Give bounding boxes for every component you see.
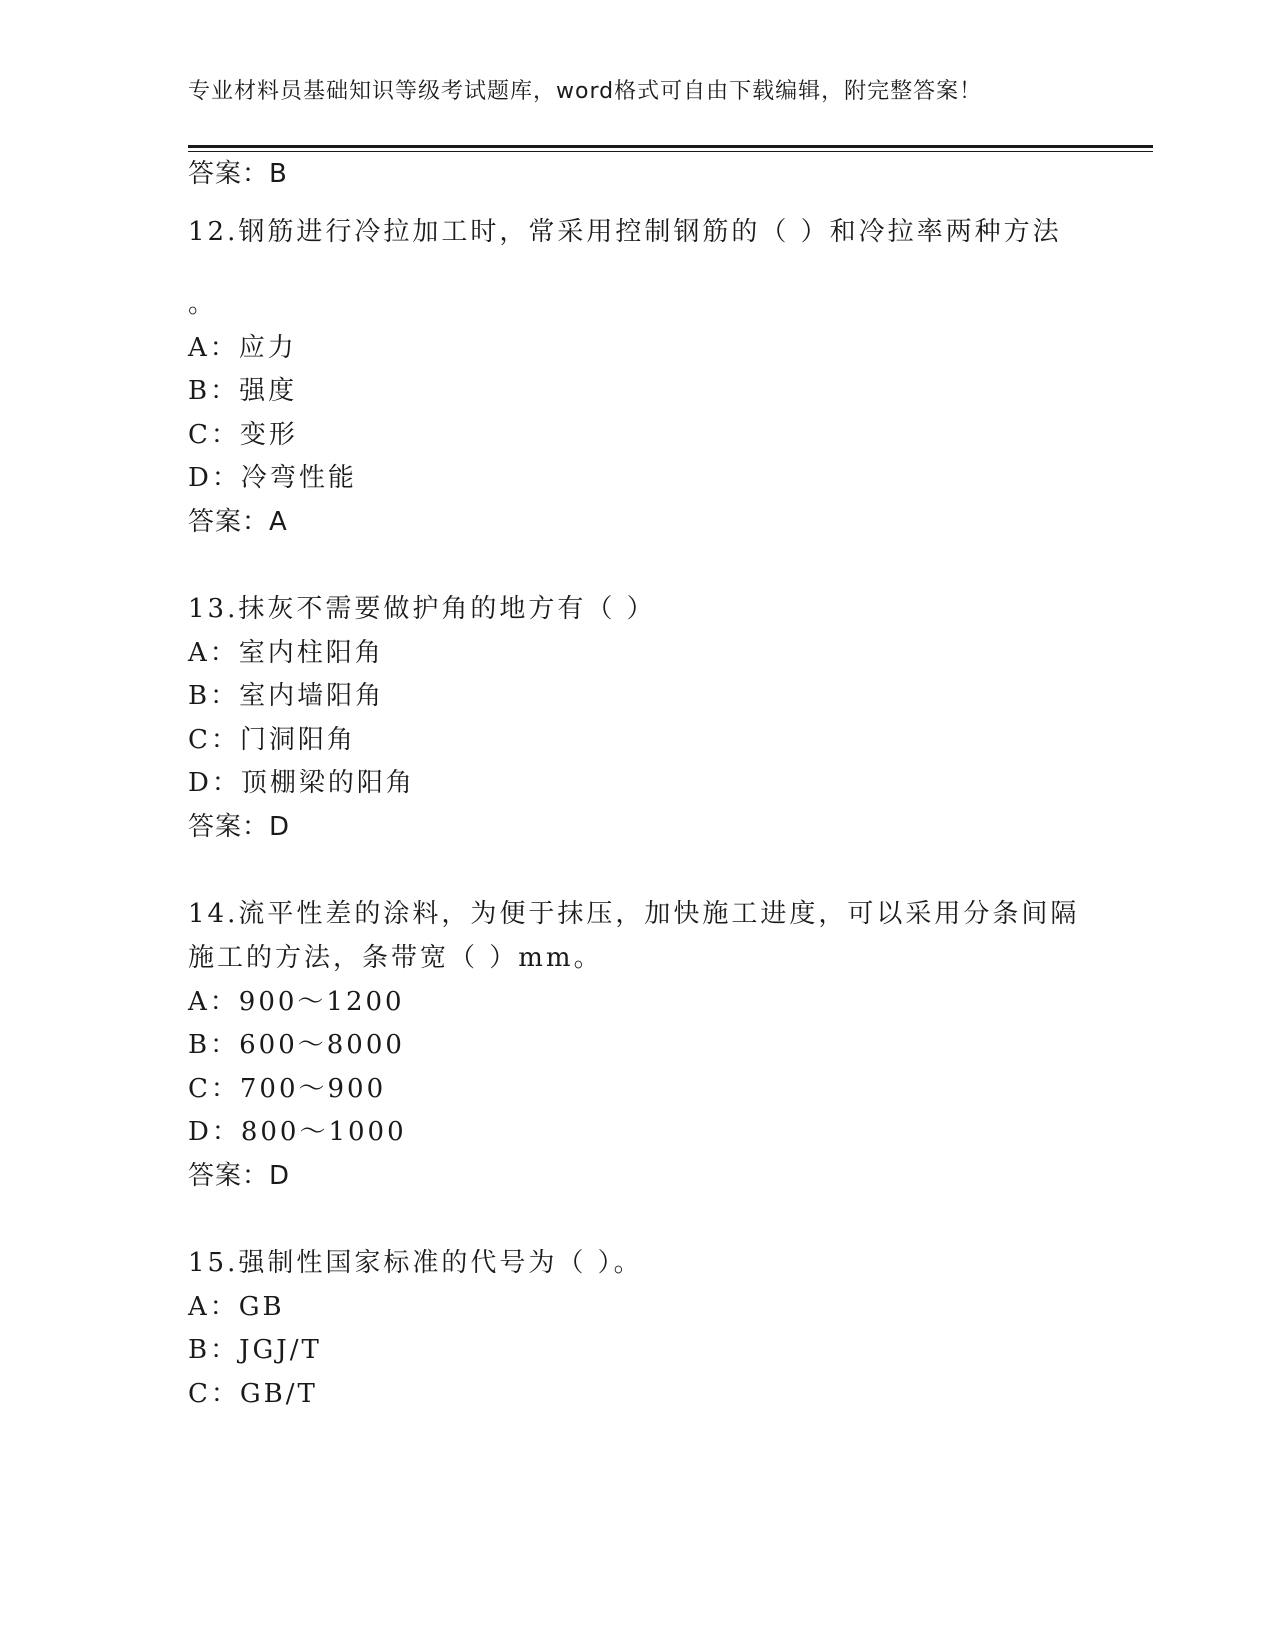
answer-line: 答案：D — [188, 812, 291, 842]
option-a: A：900～1200 — [188, 987, 405, 1017]
question-stem: 15.强制性国家标准的代号为（ ）。 — [188, 1248, 643, 1278]
question-stem: 13.抹灰不需要做护角的地方有（ ） — [188, 594, 656, 624]
answer-line: 答案：A — [188, 507, 288, 537]
header-text: 专业材料员基础知识等级考试题库，word格式可自由下载编辑，附完整答案！ — [188, 79, 983, 104]
question-stem: 施工的方法，条带宽（ ）mm。 — [188, 943, 603, 973]
option-b: B：室内墙阳角 — [188, 681, 385, 711]
header-rule-thin — [188, 151, 1153, 152]
answer-line: 答案：D — [188, 1161, 291, 1191]
option-d: D：800～1000 — [188, 1117, 407, 1147]
question-stem: 。 — [188, 289, 218, 319]
option-c: C：变形 — [188, 420, 298, 450]
option-b: B：600～8000 — [188, 1030, 405, 1060]
question-stem: 12.钢筋进行冷拉加工时，常采用控制钢筋的（ ）和冷拉率两种方法 — [188, 217, 1062, 247]
option-d: D：冷弯性能 — [188, 463, 357, 493]
option-c: C：门洞阳角 — [188, 725, 356, 755]
option-c: C：700～900 — [188, 1074, 387, 1104]
question-stem: 14.流平性差的涂料，为便于抹压，加快施工进度，可以采用分条间隔 — [188, 899, 1080, 929]
option-a: A：应力 — [188, 333, 297, 363]
option-d: D：顶棚梁的阳角 — [188, 768, 415, 798]
option-a: A：GB — [188, 1292, 285, 1322]
header-rule-thick — [188, 145, 1153, 148]
option-b: B：JGJ/T — [188, 1335, 322, 1365]
option-b: B：强度 — [188, 376, 298, 406]
option-a: A：室内柱阳角 — [188, 638, 384, 668]
option-c: C：GB/T — [188, 1379, 318, 1409]
answer-line: 答案：B — [188, 159, 288, 189]
